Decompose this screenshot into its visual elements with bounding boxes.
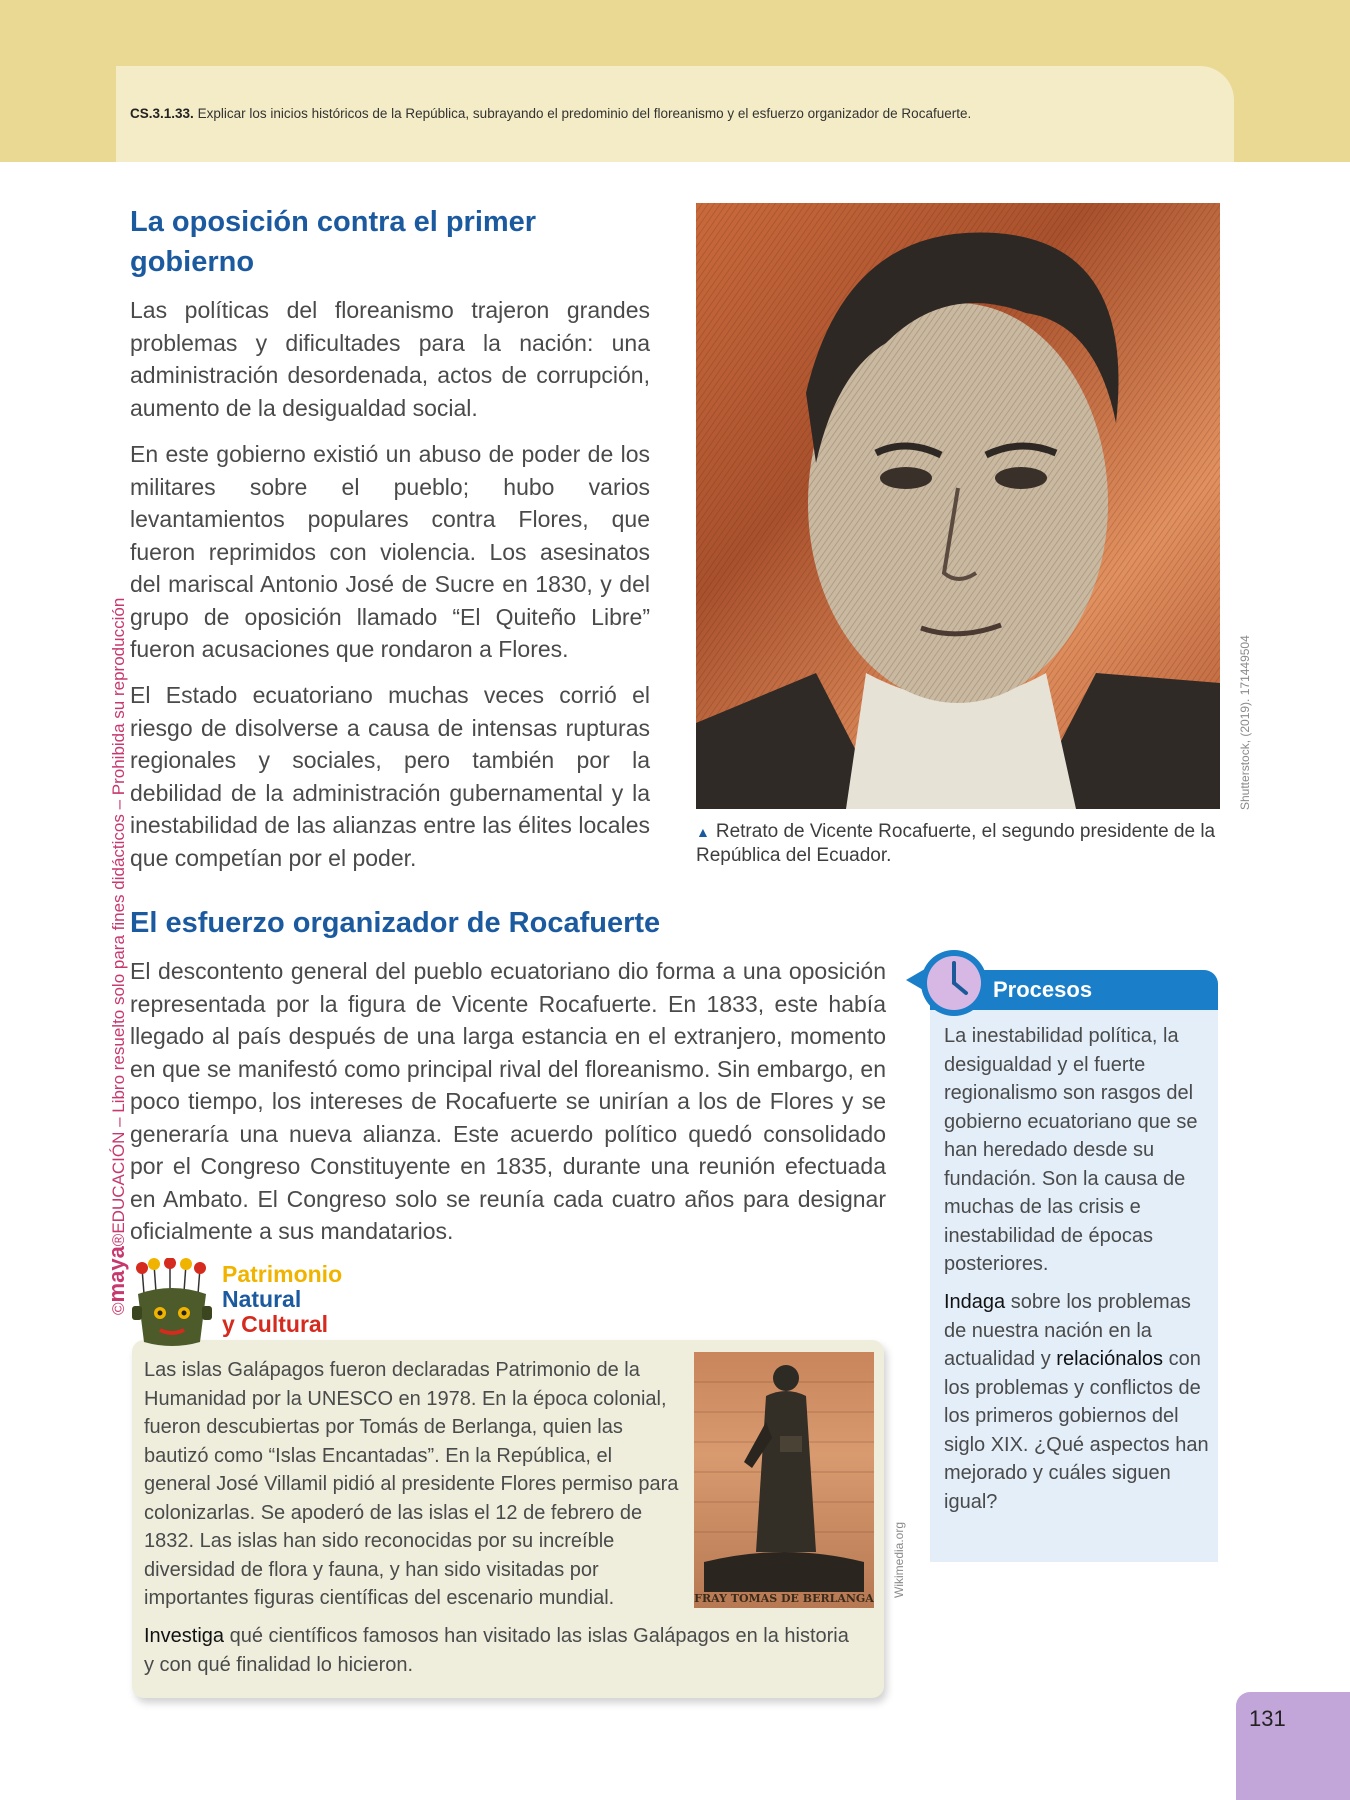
clock-icon [904,946,988,1020]
page-number: 131 [1249,1706,1286,1731]
portrait-credit: Shutterstock, (2019). 171449504 [1238,635,1252,810]
section2-title: El esfuerzo organizador de Rocafuerte [130,907,661,939]
maya-logo: maya [104,1246,129,1303]
investiga-keyword: Investiga [144,1625,225,1647]
patrimonio-activity-text: qué científicos famosos han visitado las islas Galápagos en la historia y con qué finalidad lo hicieron. [144,1625,849,1676]
objective-code: CS.3.1.33. [130,106,194,121]
statue-plaque: FRAY TOMAS DE BERLANGA [694,1592,874,1605]
side-credit-text: ®EDUCACIÓN – Libro resuelto solo para fines didácticos – Prohibida su reproducción [109,597,128,1247]
mask-icon [130,1258,214,1350]
section1-paragraph-2: En este gobierno existió un abuso de poder de los militares sobre el pueblo; hubo varios levantamientos populares contra Flores, que fueron reprimidos con violencia. Los asesinatos del mariscal Antonio José de Sucre en 1830, y del grupo de oposición llamado “El Quiteño Libre” fueron acusaciones que rondaron a Flores. [130,441,650,662]
objective-text: Explicar los inicios históricos de la República, subrayando el predominio del floreanismo y el esfuerzo organizador de Rocafuerte. [197,106,972,121]
patrimonio-title-line-2: Natural [222,1286,302,1312]
triangle-icon: ▲ [696,824,710,840]
patrimonio-title [222,1262,342,1337]
procesos-text: La inestabilidad política, la desigualdad y el fuerte regionalismo son rasgos del gobierno ecuatoriano que se han heredado desde su fundación. Son la causa de muchas de las crisis e inestabilidad de épocas posteriores. [944,1025,1198,1275]
procesos-title: Procesos [993,977,1093,1002]
indaga-keyword: Indaga [944,1291,1006,1313]
section1-paragraph-3: El Estado ecuatoriano muchas veces corrió el riesgo de disolverse a causa de intensas rupturas regionales y sociales, pero también por la debilidad de la administración gubernamental y la inestabilidad de las alianzas entre las élites locales que competían por el poder. [130,682,650,871]
procesos-activity-part-1: sobre los problemas de nuestra nación en la actualidad y [944,1291,1191,1370]
berlanga-statue-photo [694,1352,874,1608]
learning-objective [130,106,971,121]
copyright-symbol: © [109,1302,128,1315]
rocafuerte-portrait [696,203,1220,809]
portrait-caption-text: Retrato de Vicente Rocafuerte, el segundo presidente de la República del Ecuador. [696,821,1216,866]
section1-paragraph-1: Las políticas del floreanismo trajeron grandes problemas y dificultades para la nación: una administración desordenada, actos de corrupción, aumento de la desigualdad social. [130,297,650,421]
patrimonio-title-line-1: Patrimonio [222,1261,343,1287]
portrait-caption [696,820,1216,868]
portrait-illustration [696,203,1220,809]
side-credit [104,598,130,1315]
procesos-activity [944,1288,1212,1516]
patrimonio-title-line-3: y Cultural [222,1311,329,1337]
relacionalos-keyword: relaciónalos [1056,1348,1164,1370]
procesos-activity-part-2: con los problemas y conflictos de los primeros gobiernos del siglo XIX. ¿Qué aspectos han mejorado y cuáles siguen igual? [944,1348,1209,1513]
section1-title: La oposición contra el primer gobierno [130,206,537,278]
statue-credit: Wikimedia.org [892,1521,906,1598]
section2-paragraph: El descontento general del pueblo ecuatoriano dio forma a una oposición representada por la figura de Vicente Rocafuerte. En 1833, este había llegado al país después de una larga estancia en el extranjero, momento en que se manifestó como principal rival del floreanismo. Sin embargo, en poco tiempo, los intereses de Rocafuerte se unirían a los de Flores y se generaría una nueva alianza. Este acuerdo político quedó consolidado por el Congreso Constituyente en 1835, durante una reunión efectuada en Ambato. El Congreso solo se reunía cada cuatro años para designar oficialmente a sus mandatarios. [130,958,886,1244]
patrimonio-text: Las islas Galápagos fueron declaradas Patrimonio de la Humanidad por la UNESCO en 1978. En la época colonial, fueron descubiertas por Tomás de Berlanga, quien las bautizó como “Islas Encantadas”. En la República, el general José Villamil pidió al presidente Flores permiso para colonizarlas. Se apoderó de las islas el 12 de febrero de 1832. Las islas han sido reconocidas por su increíble diversidad de flora y fauna, y han sido visitadas por importantes figuras científicas del escenario mundial. [144,1359,679,1609]
patrimonio-activity [144,1622,864,1679]
